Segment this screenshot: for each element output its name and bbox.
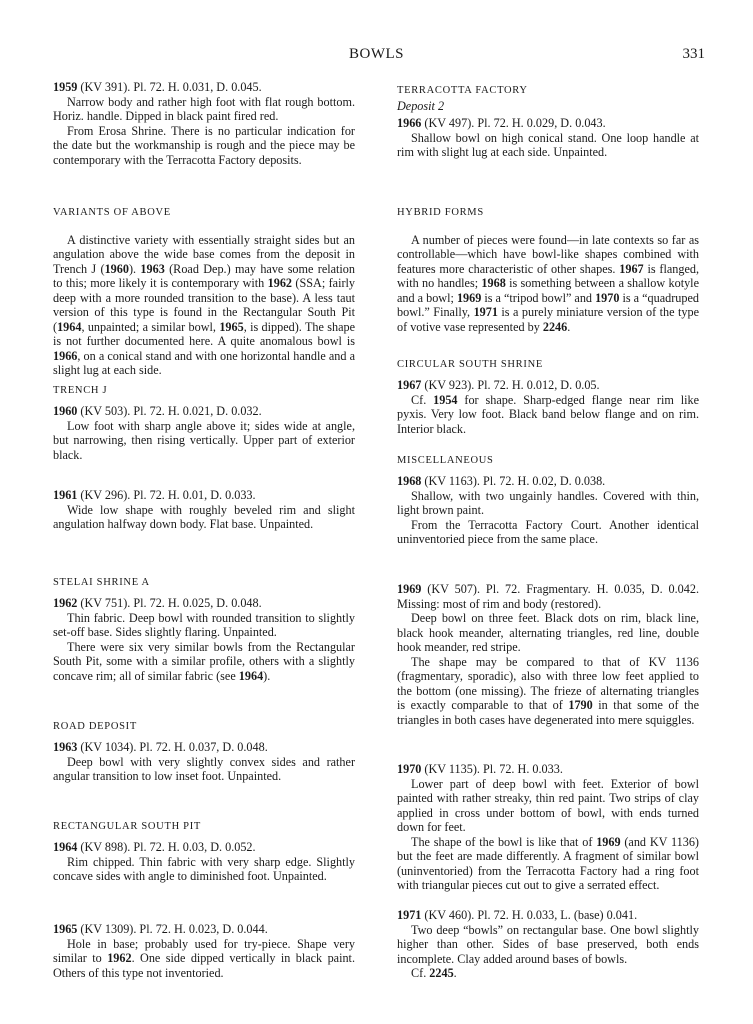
cross-reference: 1963	[140, 261, 165, 276]
entry-description: Lower part of deep bowl with feet. Exterior of bowl painted with rather streaky, thin red paint. Two strips of clay applied in cross under bottom of bowl, with ends turned down for feet.	[397, 776, 699, 834]
section-heading: HYBRID FORMS	[397, 207, 484, 218]
entry-1962	[53, 596, 355, 683]
entry-note: From the Terracotta Factory Court. Another identical uninventoried piece from the same place.	[397, 517, 699, 546]
cross-reference: 1962	[107, 951, 132, 965]
cross-reference: 1969	[596, 834, 621, 849]
cross-reference: 2246	[542, 319, 568, 334]
cross-reference: 1964	[238, 668, 264, 683]
section-variants	[53, 206, 355, 378]
entry-heading: 1961 (KV 296). Pl. 72. H. 0.01, D. 0.033.	[53, 488, 256, 502]
section-road	[53, 720, 355, 735]
cross-reference: 1964	[57, 319, 82, 334]
entry-description: Cf. 1954 for shape. Sharp-edged flange near rim like pyxis. Very low foot. Black band below flange and on rim. Interior black.	[397, 392, 699, 436]
entry-description: Wide low shape with roughly beveled rim and slight angulation halfway down body. Flat base. Unpainted.	[53, 502, 355, 531]
entry-heading: 1963 (KV 1034). Pl. 72. H. 0.037, D. 0.048.	[53, 740, 268, 754]
entry-description: Deep bowl on three feet. Black dots on rim, black line, black hook meander, alternating triangles, red line, double hook meander, red stripe.	[397, 611, 699, 654]
page-title: BOWLS	[349, 46, 404, 62]
entry-description: Hole in base; probably used for try-piece. Shape very similar to 1962. One side dipped vertically in black paint. Others of this type not inventoried.	[53, 936, 355, 980]
entry-1968	[397, 474, 699, 547]
cross-reference: 1968	[481, 276, 506, 290]
entry-1970	[397, 762, 699, 893]
entry-description: Shallow bowl on high conical stand. One loop handle at rim with slight lug at each side. Unpainted.	[397, 130, 699, 159]
entry-note: The shape may be compared to that of KV 1136 (fragmentary, sporadic), also with three low feet applied to the bottom (one missing). The frieze of alternating triangles is exactly comparable to that of 1790 in that some of the triangles in both cases have degenerated into mere squiggles.	[397, 654, 699, 727]
cross-reference: 1965	[219, 319, 244, 334]
cross-reference: 1970	[595, 290, 620, 305]
section-heading: ROAD DEPOSIT	[53, 721, 137, 732]
section-heading: STELAI SHRINE A	[53, 577, 150, 588]
entry-1971	[397, 908, 699, 981]
page-number: 331	[682, 46, 705, 62]
entry-1959	[53, 80, 355, 167]
entry-heading: 1971 (KV 460). Pl. 72. H. 0.033, L. (base) 0.041.	[397, 908, 638, 922]
entry-1966	[397, 116, 699, 160]
entry-heading: 1959 (KV 391). Pl. 72. H. 0.031, D. 0.045.	[53, 80, 262, 94]
entry-heading: 1968 (KV 1163). Pl. 72. H. 0.02, D. 0.038.	[397, 474, 606, 488]
entry-description: Rim chipped. Thin fabric with very sharp edge. Slightly concave sides with angle to diminished foot. Unpainted.	[53, 854, 355, 883]
cross-reference: 2245	[429, 966, 454, 980]
section-heading: CIRCULAR SOUTH SHRINE	[397, 359, 543, 370]
section-rect	[53, 820, 355, 835]
section-trench-j	[53, 384, 355, 399]
section-heading: MISCELLANEOUS	[397, 455, 494, 466]
running-header	[0, 46, 753, 68]
entry-heading: 1967 (KV 923). Pl. 72. H. 0.012, D. 0.05.	[397, 378, 600, 392]
cross-reference: 1966	[53, 348, 78, 363]
entry-1960	[53, 404, 355, 462]
entry-note: There were six very similar bowls from the Rectangular South Pit, some with a similar profile, others with a slightly concave rim; all of similar fabric (see 1964).	[53, 639, 355, 683]
entry-1965	[53, 922, 355, 980]
section-circular	[397, 358, 699, 373]
cross-reference: 1967	[619, 261, 644, 276]
entry-heading: 1966 (KV 497). Pl. 72. H. 0.029, D. 0.043.	[397, 116, 606, 130]
entry-description: Shallow, with two ungainly handles. Covered with thin, light brown paint.	[397, 488, 699, 517]
section-misc	[397, 454, 699, 469]
section-heading: TRENCH J	[53, 385, 108, 396]
section-heading: TERRACOTTA FACTORY	[397, 85, 528, 96]
entry-description: Deep bowl with very slightly convex sides and rather angular transition to low inset foot. Unpainted.	[53, 754, 355, 783]
entry-note: The shape of the bowl is like that of 1969 (and KV 1136) but the feet are made differently. A fragment of similar bowl (uninventoried) from the Terracotta Factory had a ring foot with triangular pieces cut out to give a serrated effect.	[397, 834, 699, 892]
entry-heading: 1970 (KV 1135). Pl. 72. H. 0.033.	[397, 762, 563, 776]
entry-heading: 1962 (KV 751). Pl. 72. H. 0.025, D. 0.048.	[53, 596, 262, 610]
section-stelai	[53, 576, 355, 591]
cross-reference: 1790	[568, 698, 593, 712]
section-heading: VARIANTS OF ABOVE	[53, 207, 171, 218]
entry-description: Two deep “bowls” on rectangular base. One bowl slightly higher than other. Sides of base preserved, both ends incomplete. Clay added around bases of bowls.	[397, 922, 699, 966]
entry-description: Low foot with sharp angle above it; sides wide at angle, but narrowing, then rising vertically. Upper part of exterior black.	[53, 418, 355, 462]
entry-1961	[53, 488, 355, 532]
entry-description: Thin fabric. Deep bowl with rounded transition to slightly set-off base. Sides slightly flaring. Unpainted.	[53, 610, 355, 639]
section-heading: RECTANGULAR SOUTH PIT	[53, 821, 202, 832]
cross-reference: 1971	[473, 305, 498, 319]
entry-note: From Erosa Shrine. There is no particular indication for the date but the workmanship is rough and the piece may be contemporary with the Terracotta Factory deposits.	[53, 123, 355, 167]
cross-reference: 1954	[433, 392, 458, 407]
section-hybrid	[397, 206, 699, 334]
cross-reference: 1962	[267, 276, 293, 290]
entry-heading: 1969 (KV 507). Pl. 72. Fragmentary. H. 0.035, D. 0.042. Missing: most of rim and body (restored).	[397, 582, 699, 611]
section-paragraph: A distinctive variety with essentially straight sides but an angulation above the wide base comes from the deposit in Trench J (1960). 1963 (Road Dep.) may have some relation to this; more likely it is contemporary with 1962 (SSA; fairly deep with a more rounded transition to the base). A less taut version of this type is found in the Rectangular South Pit (1964, unpainted; a similar bowl, 1965, is dipped). The shape is not further documented here. A quite anomalous bowl is 1966, on a conical stand and with one horizontal handle and a slight lug at each side.	[53, 232, 355, 377]
cross-reference: 1960	[104, 261, 129, 276]
section-subheading: Deposit 2	[397, 98, 445, 113]
cross-reference: 1969	[456, 290, 482, 305]
entry-note: Cf. 2245.	[411, 966, 457, 980]
entry-description: Narrow body and rather high foot with flat rough bottom. Horiz. handle. Dipped in black paint fired red.	[53, 94, 355, 123]
entry-heading: 1965 (KV 1309). Pl. 72. H. 0.023, D. 0.044.	[53, 922, 268, 936]
entry-1969	[397, 582, 699, 727]
entry-heading: 1960 (KV 503). Pl. 72. H. 0.021, D. 0.032.	[53, 404, 262, 418]
entry-1964	[53, 840, 355, 884]
section-paragraph: A number of pieces were found—in late contexts so far as controllable—which have bowl-like shapes combined with features more characteristic of other shapes. 1967 is flanged, with no handles; 1968 is something between a shallow kotyle and a bowl; 1969 is a “tripod bowl” and 1970 is a “quadruped bowl.” Finally, 1971 is a purely miniature version of the type of votive vase represented by 2246.	[397, 232, 700, 334]
section-terracotta	[397, 84, 699, 113]
entry-1963	[53, 740, 355, 784]
entry-1967	[397, 378, 699, 436]
entry-heading: 1964 (KV 898). Pl. 72. H. 0.03, D. 0.052.	[53, 840, 256, 854]
